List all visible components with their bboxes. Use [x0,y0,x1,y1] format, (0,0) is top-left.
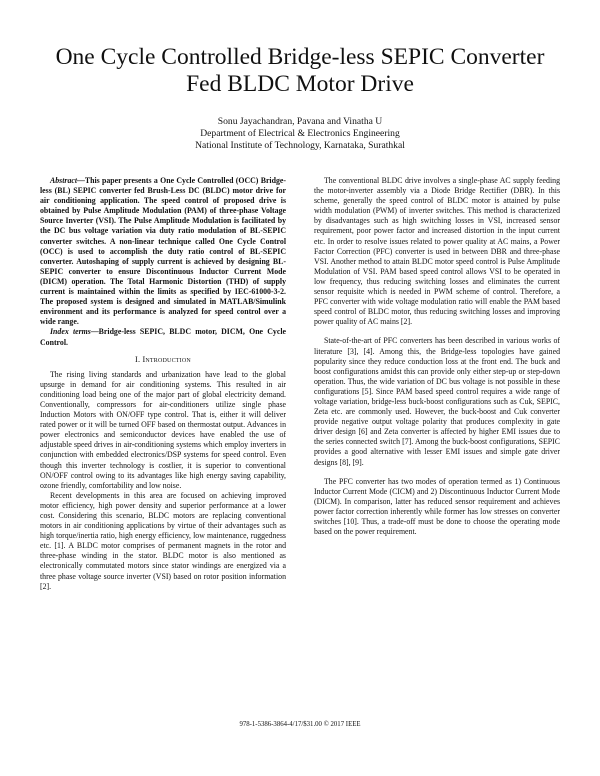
right-column [314,176,560,537]
left-column [40,176,286,592]
paper-title [30,44,570,98]
abstract-label: Abstract [50,176,78,185]
author-block [0,116,600,152]
index-terms-text: —Bridge-less SEPIC, BLDC motor, DICM, One Cycle Control. [40,327,286,347]
author-institution: National Institute of Technology, Karnataka, Surathkal [195,140,405,151]
abstract [40,176,286,327]
body-paragraph: The conventional BLDC drive involves a single-phase AC supply feeding the motor-inverter assembly via a Diode Bridge Rectifier (DBR). In this scheme, generally the speed control of BLDC motor is attained by pulse width modulation (PWM) of inverter switches. This method is characterized by disadvantages such as high switching losses in VSI, increased sensor requirement, poor power factor and increased distortion in the input current etc. In order to resolve issues related to power quality at AC mains, a Power Factor Correction (PFC) converter is used in between DBR and three-phase VSI. Another method to attain BLDC motor speed control is Pulse Amplitude Modulation of VSI. PAM based speed control allows VSI to be operated in low frequency, thus reducing switching losses and eliminates the current sensor requisite which is needed in PWM scheme of control. Therefore, a PFC converter with wide voltage modulation ratio will enable the PAM based speed control of BLDC motor, thus reducing switching losses and improving power quality of AC mains [2]. [314,176,560,327]
copyright-footer: 978-1-5386-3864-4/17/$31.00 © 2017 IEEE [239,721,361,728]
title-line-1: One Cycle Controlled Bridge-less SEPIC Converter [55,44,545,70]
author-names: Sonu Jayachandran, Pavana and Vinatha U [217,116,383,127]
section-heading-introduction: I. Introduction [135,354,191,364]
abstract-text: —This paper presents a One Cycle Controlled (OCC) Bridge-less (BL) SEPIC converter fed Brush-Less DC (BLDC) motor drive for air conditioning application. The speed control of proposed drive is obtained by Pulse Amplitude Modulation (PAM) of three-phase Voltage Source Inverter (VSI). The Pulse Amplitude Modulation is facilitated by the DC bus voltage variation via duty ratio modulation of BL-SEPIC converter switches. A non-linear technique called One Cycle Control (OCC) is used to accomplish the duty ratio control of BL-SEPIC converter. Autoshaping of supply current is achieved by designing BL-SEPIC converter to ensure Discontinuous Inductor Current Mode (DICM) operation. The Total Harmonic Distortion (THD) of supply current is maintained within the limits as specified by IEC-61000-3-2. The proposed system is designed and simulated in MATLAB/Simulink environment and its performance is analyzed for speed control over a wide range. [40,176,286,327]
title-line-2: Fed BLDC Motor Drive [186,71,414,97]
author-department: Department of Electrical & Electronics Engineering [200,128,400,139]
body-paragraph: State-of-the-art of PFC converters has been described in various works of literature [3], [4]. Among this, the Bridge-less topologies have gained popularity since they reduce conduction loss at the front end. The buck and boost configurations amidst this can provide only either step-up or step-down operation. Thus, the wide variation of DC bus voltage is not possible in these configurations [5]. Since PAM based speed control requires a wide range of voltage variation, bridge-less buck-boost configurations such as Cuk, SEPIC, Zeta etc. are commonly used. However, the buck-boost and Cuk converter provide negative output voltage polarity that produces complexity in gate driver design [6] and Zeta converter is affected by higher EMI issues due to the series connected switch [7]. Among the buck-boost configurations, SEPIC provides a good alternative with lesser EMI issues and simple gate driver designs [8], [9]. [314,336,560,467]
index-terms [40,327,286,347]
body-paragraph: The rising living standards and urbanization have lead to the global upsurge in demand for air conditioning systems. This resulted in air conditioning load being one of the major part of global electricity demand. Conventionally, compressors for air-conditioners utilize single phase Induction Motors with ON/OFF type control. That is, either it will deliver rated power or it will be turned OFF based on thermostat output. Advances in power electronics and semiconductor devices have enabled the use of adjustable speed drives in air-conditioning systems which employ inverters in conjunction with embedded electronics/DSP systems for speed control. Even though this inverter technology is costlier, it is superior to conventional ON/OFF control owing to its advantages like high energy saving capability, ozone friendly, comfortability and low noise. [40,369,286,490]
body-paragraph: The PFC converter has two modes of operation termed as 1) Continuous Inductor Current Mode (CICM) and 2) Discontinuous Inductor Current Mode (DICM). In comparison, latter has reduced sensor requirement and achieves power factor correction inherently while former has low stresses on converter switches [10]. Thus, a trade-off must be done to choose the operating mode based on the power requirement. [314,476,560,537]
body-paragraph: Recent developments in this area are focused on achieving improved motor efficiency, high power density and superior performance at a lower cost. Considering this scenario, BLDC motors are replacing conventional motors in air conditioning applications by virtue of their advantages such as high torque/inertia ratio, high energy efficiency, low maintenance, ruggedness etc. [1]. A BLDC motor comprises of permanent magnets in the rotor and three-phase winding in the stator. BLDC motor is also mentioned as electronically commutated motors since stator windings are energized via a three phase voltage source inverter (VSI) based on rotor position information [2]. [40,490,286,591]
index-terms-label: Index terms [50,327,91,337]
